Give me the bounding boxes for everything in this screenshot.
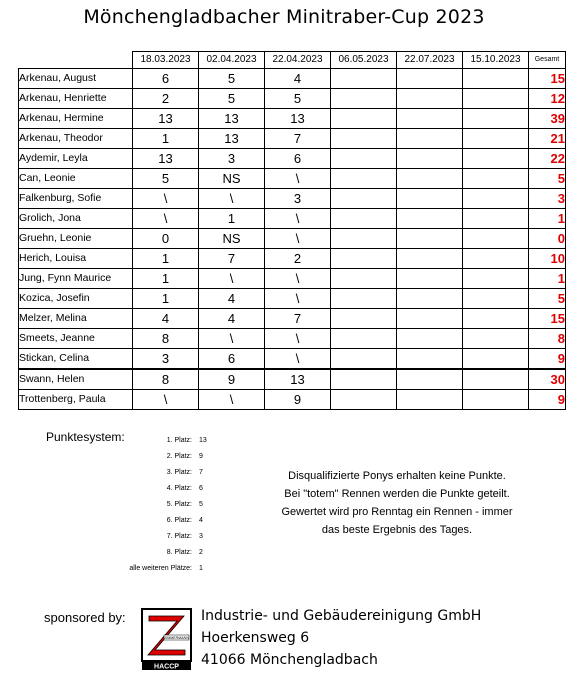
sponsor-company: Industrie- und Gebäudereinigung GmbH xyxy=(201,608,482,624)
race-points xyxy=(463,309,529,329)
rules-line: das beste Ergebnis des Tages. xyxy=(321,524,473,536)
race-points: NS xyxy=(199,169,265,189)
race-points: 1 xyxy=(133,289,199,309)
race-points xyxy=(331,69,397,89)
place-label: 4. Platz: xyxy=(166,485,192,492)
table-row xyxy=(19,249,566,269)
rules-line: Bei "totem" Rennen werden die Punkte geteilt. xyxy=(284,488,510,500)
race-points: 7 xyxy=(265,309,331,329)
place-label: 2. Platz: xyxy=(166,453,192,460)
date-header: 02.04.2023 xyxy=(199,52,265,69)
total-points: 12 xyxy=(529,89,566,109)
race-points: 2 xyxy=(133,89,199,109)
race-points: 8 xyxy=(133,329,199,349)
place-label: 7. Platz: xyxy=(166,533,192,540)
participant-name: Herich, Louisa xyxy=(19,249,133,269)
race-points xyxy=(331,209,397,229)
rules-line: Gewertet wird pro Renntag ein Rennen - immer xyxy=(281,506,513,518)
race-points xyxy=(463,249,529,269)
race-points: 5 xyxy=(265,89,331,109)
sponsor-label: sponsored by: xyxy=(44,610,126,625)
race-points xyxy=(463,229,529,249)
race-points xyxy=(463,69,529,89)
race-points xyxy=(331,189,397,209)
race-points xyxy=(463,89,529,109)
date-header: 22.07.2023 xyxy=(397,52,463,69)
race-points xyxy=(463,269,529,289)
points-row xyxy=(100,465,220,481)
race-points: \ xyxy=(265,269,331,289)
table-row xyxy=(19,69,566,89)
race-points: 6 xyxy=(265,149,331,169)
race-points xyxy=(331,289,397,309)
race-points: 9 xyxy=(199,369,265,390)
race-points xyxy=(397,289,463,309)
race-points: \ xyxy=(265,289,331,309)
race-points: 5 xyxy=(133,169,199,189)
table-row xyxy=(19,289,566,309)
table-row xyxy=(19,109,566,129)
sponsor-city: 41066 Mönchengladbach xyxy=(201,652,378,668)
race-points xyxy=(331,229,397,249)
participant-name: Falkenburg, Sofie xyxy=(19,189,133,209)
race-points: 5 xyxy=(199,89,265,109)
table-row xyxy=(19,269,566,289)
total-points: 1 xyxy=(529,209,566,229)
race-points: \ xyxy=(199,329,265,349)
race-points xyxy=(397,229,463,249)
place-points: 3 xyxy=(199,533,203,540)
points-row xyxy=(100,481,220,497)
race-points: 3 xyxy=(265,189,331,209)
race-points xyxy=(463,189,529,209)
race-points: 6 xyxy=(199,349,265,370)
table-row xyxy=(19,209,566,229)
place-label: 5. Platz: xyxy=(166,501,192,508)
total-points: 30 xyxy=(529,369,566,390)
race-points xyxy=(397,329,463,349)
race-points xyxy=(331,109,397,129)
race-points xyxy=(397,149,463,169)
race-points: 4 xyxy=(199,289,265,309)
participant-name: Arkenau, Hermine xyxy=(19,109,133,129)
page-title: Mönchengladbacher Minitraber-Cup 2023 xyxy=(83,6,485,28)
race-points xyxy=(331,390,397,410)
place-points: 4 xyxy=(199,517,203,524)
points-system-list xyxy=(100,433,220,577)
place-points: 9 xyxy=(199,453,203,460)
race-points: 9 xyxy=(265,390,331,410)
place-points: 2 xyxy=(199,549,203,556)
total-points: 8 xyxy=(529,329,566,349)
table-row xyxy=(19,169,566,189)
race-points xyxy=(463,129,529,149)
date-header: 15.10.2023 xyxy=(463,52,529,69)
race-points: 0 xyxy=(133,229,199,249)
date-header: 06.05.2023 xyxy=(331,52,397,69)
table-row xyxy=(19,229,566,249)
participant-name: Jung, Fynn Maurice xyxy=(19,269,133,289)
participant-name: Swann, Helen xyxy=(19,369,133,390)
total-points: 10 xyxy=(529,249,566,269)
race-points: \ xyxy=(265,169,331,189)
race-points: 2 xyxy=(265,249,331,269)
total-points: 3 xyxy=(529,189,566,209)
race-points xyxy=(397,309,463,329)
race-points xyxy=(463,329,529,349)
table-row xyxy=(19,369,566,390)
total-points: 15 xyxy=(529,69,566,89)
header-blank xyxy=(19,52,133,69)
table-row xyxy=(19,189,566,209)
race-points: 8 xyxy=(133,369,199,390)
race-points xyxy=(397,89,463,109)
total-points: 9 xyxy=(529,390,566,410)
race-points: 4 xyxy=(265,69,331,89)
table-row xyxy=(19,390,566,410)
total-points: 5 xyxy=(529,289,566,309)
sponsor-logo-text: ZIMMERMANN xyxy=(164,636,189,640)
race-points: \ xyxy=(133,209,199,229)
participant-name: Melzer, Melina xyxy=(19,309,133,329)
race-points: 7 xyxy=(199,249,265,269)
participant-name: Arkenau, Henriette xyxy=(19,89,133,109)
sponsor-street: Hoerkensweg 6 xyxy=(201,630,310,646)
total-points: 15 xyxy=(529,309,566,329)
race-points xyxy=(397,109,463,129)
place-label: 3. Platz: xyxy=(166,469,192,476)
race-points xyxy=(397,209,463,229)
race-points: 13 xyxy=(199,129,265,149)
participant-name: Kozica, Josefin xyxy=(19,289,133,309)
place-label: 8. Platz: xyxy=(166,549,192,556)
table-row xyxy=(19,129,566,149)
points-system-label: Punktesystem: xyxy=(46,430,125,444)
race-points xyxy=(463,209,529,229)
race-points: 13 xyxy=(265,369,331,390)
race-points: \ xyxy=(133,189,199,209)
race-points: 5 xyxy=(199,69,265,89)
race-points xyxy=(463,109,529,129)
race-points xyxy=(331,349,397,370)
race-points: 1 xyxy=(133,129,199,149)
race-points xyxy=(397,169,463,189)
race-points: 4 xyxy=(133,309,199,329)
race-points: \ xyxy=(199,390,265,410)
total-points: 39 xyxy=(529,109,566,129)
standings-table xyxy=(18,51,566,410)
date-header: 18.03.2023 xyxy=(133,52,199,69)
participant-name: Arkenau, August xyxy=(19,69,133,89)
race-points xyxy=(331,149,397,169)
race-points: 1 xyxy=(133,269,199,289)
race-points: \ xyxy=(265,329,331,349)
participant-name: Smeets, Jeanne xyxy=(19,329,133,349)
place-points: 7 xyxy=(199,469,203,476)
total-header: Gesamt xyxy=(529,52,566,69)
points-row xyxy=(100,529,220,545)
place-label: 6. Platz: xyxy=(166,517,192,524)
race-points: 1 xyxy=(199,209,265,229)
race-points: 13 xyxy=(265,109,331,129)
race-points xyxy=(397,369,463,390)
participant-name: Trottenberg, Paula xyxy=(19,390,133,410)
table-row xyxy=(19,349,566,370)
race-points xyxy=(331,369,397,390)
race-points xyxy=(397,349,463,370)
place-points: 5 xyxy=(199,501,203,508)
race-points: 13 xyxy=(133,149,199,169)
race-points xyxy=(397,69,463,89)
points-row xyxy=(100,545,220,561)
race-points: 1 xyxy=(133,249,199,269)
table-row xyxy=(19,89,566,109)
date-header: 22.04.2023 xyxy=(265,52,331,69)
points-row xyxy=(100,497,220,513)
place-points: 6 xyxy=(199,485,203,492)
race-points xyxy=(463,289,529,309)
race-points xyxy=(463,149,529,169)
race-points: 3 xyxy=(199,149,265,169)
race-points: \ xyxy=(265,209,331,229)
total-points: 1 xyxy=(529,269,566,289)
participant-name: Aydemir, Leyla xyxy=(19,149,133,169)
table-row xyxy=(19,149,566,169)
points-row xyxy=(100,433,220,449)
sponsor-logo-icon xyxy=(141,608,192,671)
race-points: 7 xyxy=(265,129,331,149)
race-points: 13 xyxy=(133,109,199,129)
race-points xyxy=(397,249,463,269)
sponsor-logo-sub: HACCP xyxy=(154,663,179,671)
race-points xyxy=(397,390,463,410)
points-row xyxy=(100,513,220,529)
race-points xyxy=(463,169,529,189)
race-points xyxy=(331,129,397,149)
total-points: 5 xyxy=(529,169,566,189)
race-points xyxy=(397,129,463,149)
race-points: \ xyxy=(133,390,199,410)
header-row xyxy=(19,52,566,69)
participant-name: Grolich, Jona xyxy=(19,209,133,229)
race-points xyxy=(463,369,529,390)
race-points xyxy=(331,309,397,329)
place-points: 13 xyxy=(199,437,207,444)
participant-name: Arkenau, Theodor xyxy=(19,129,133,149)
race-points: 4 xyxy=(199,309,265,329)
race-points: \ xyxy=(265,229,331,249)
race-points xyxy=(463,349,529,370)
race-points xyxy=(331,89,397,109)
place-label: alle weiteren Plätze: xyxy=(129,565,192,572)
points-row xyxy=(100,561,220,577)
participant-name: Stickan, Celina xyxy=(19,349,133,370)
total-points: 9 xyxy=(529,349,566,370)
race-points xyxy=(463,390,529,410)
race-points: \ xyxy=(199,269,265,289)
points-row xyxy=(100,449,220,465)
race-points xyxy=(331,329,397,349)
total-points: 0 xyxy=(529,229,566,249)
race-points: 3 xyxy=(133,349,199,370)
race-points xyxy=(397,269,463,289)
participant-name: Can, Leonie xyxy=(19,169,133,189)
rules-notes xyxy=(252,467,542,539)
race-points: \ xyxy=(199,189,265,209)
race-points: 13 xyxy=(199,109,265,129)
race-points xyxy=(397,189,463,209)
race-points: NS xyxy=(199,229,265,249)
race-points: 6 xyxy=(133,69,199,89)
race-points: \ xyxy=(265,349,331,370)
total-points: 22 xyxy=(529,149,566,169)
total-points: 21 xyxy=(529,129,566,149)
sponsor-address xyxy=(201,605,481,671)
race-points xyxy=(331,269,397,289)
place-label: 1. Platz: xyxy=(166,437,192,444)
place-points: 1 xyxy=(199,565,203,572)
rules-line: Disqualifizierte Ponys erhalten keine Punkte. xyxy=(288,470,506,482)
race-points xyxy=(331,169,397,189)
table-row xyxy=(19,329,566,349)
table-row xyxy=(19,309,566,329)
participant-name: Gruehn, Leonie xyxy=(19,229,133,249)
race-points xyxy=(331,249,397,269)
